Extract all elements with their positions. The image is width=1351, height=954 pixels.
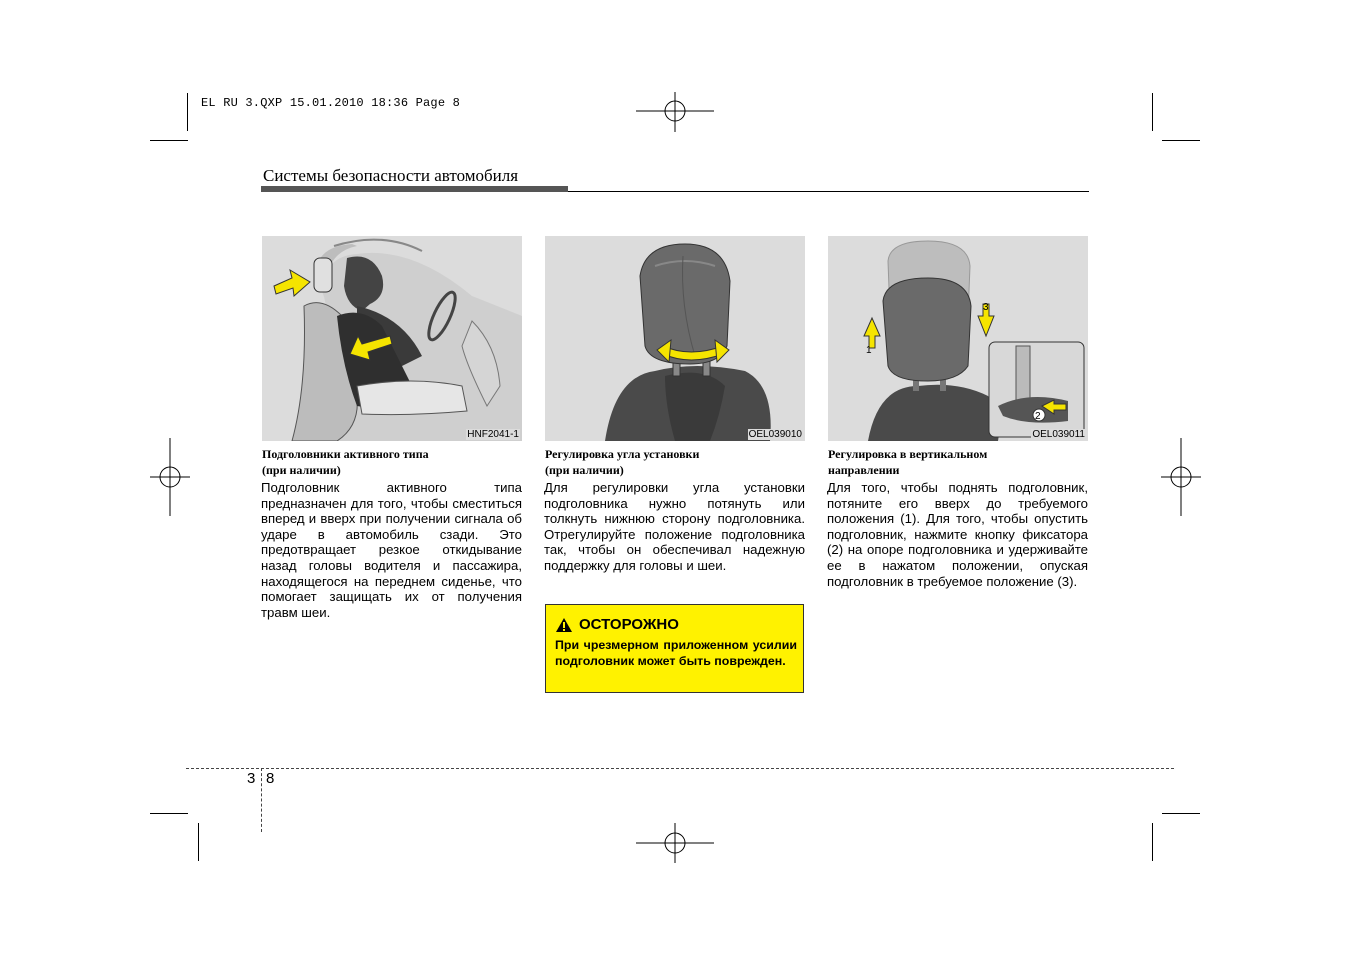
figure-code: OEL039010 bbox=[748, 429, 802, 440]
crop-mark bbox=[198, 823, 199, 861]
crop-mark bbox=[1152, 823, 1153, 861]
caption-line: (при наличии) bbox=[262, 463, 341, 477]
figure-headrest-tilt bbox=[545, 236, 805, 441]
section-title-rule bbox=[568, 191, 1089, 192]
figure-headrest-height bbox=[828, 236, 1088, 441]
callout-3: 3 bbox=[983, 302, 989, 313]
figure-code: OEL039011 bbox=[1032, 429, 1085, 440]
registration-mark-icon bbox=[1161, 438, 1201, 516]
crop-mark bbox=[150, 813, 188, 814]
page-number: 8 bbox=[266, 770, 275, 787]
registration-mark-icon bbox=[636, 823, 714, 863]
callout-1: 1 bbox=[866, 345, 872, 356]
warning-title bbox=[555, 616, 679, 633]
body-text-headrest-tilt: Для регулировки угла установки подголовника нужно потянуть или толкнуть нижнюю сторону подголовника. Отрегулируйте положение подголовника так, чтобы он обеспечивал надежную поддержку для головы и шеи. bbox=[544, 480, 805, 573]
caption-line: (при наличии) bbox=[545, 463, 624, 477]
crop-mark bbox=[187, 93, 188, 131]
crop-mark bbox=[1152, 93, 1153, 131]
registration-mark-icon bbox=[636, 92, 714, 132]
caption-active-headrest bbox=[262, 446, 522, 478]
figure-active-headrest bbox=[262, 236, 522, 441]
section-title: Системы безопасности автомобиля bbox=[263, 166, 519, 185]
figure-code: HNF2041-1 bbox=[467, 429, 519, 440]
callout-2: 2 bbox=[1035, 411, 1041, 422]
crop-mark bbox=[150, 140, 188, 141]
headrest-height-illustration bbox=[828, 236, 1088, 441]
body-text-headrest-height: Для того, чтобы поднять подголовник, потяните его вверх до требуемого положения (1). Для того, чтобы опустить подголовник, нажмите кнопку фиксатора (2) на опоре подголовника и удерживайте ее в нажатом положении, опуская подголовник в требуемое положение (3). bbox=[827, 480, 1088, 589]
caption-headrest-tilt bbox=[545, 446, 805, 478]
warning-box bbox=[545, 604, 804, 693]
registration-mark-icon bbox=[150, 438, 190, 516]
caption-line: Регулировка в вертикальном bbox=[828, 447, 988, 461]
caption-line: направлении bbox=[828, 463, 900, 477]
section-title-bar bbox=[261, 186, 568, 192]
body-text-active-headrest: Подголовник активного типа предназначен для того, чтобы сместиться вперед и вверх при получении сигнала об ударе в автомобиль сзади. Это предотвращает резкое откидывание назад головы водителя и пассажира, находящегося на переднем сиденье, что помогает защищать их от получения травм шеи. bbox=[261, 480, 522, 620]
warning-text: При чрезмерном приложенном усилии подголовник может быть поврежден. bbox=[555, 638, 797, 668]
footer-dashed-divider bbox=[261, 768, 262, 832]
headrest-tilt-illustration bbox=[545, 236, 805, 441]
warning-title-text: ОСТОРОЖНО bbox=[579, 616, 679, 633]
crop-mark bbox=[1162, 140, 1200, 141]
active-headrest-illustration bbox=[262, 236, 522, 441]
caption-line: Подголовники активного типа bbox=[262, 447, 429, 461]
crop-mark bbox=[1162, 813, 1200, 814]
print-slug: EL RU 3.QXP 15.01.2010 18:36 Page 8 bbox=[201, 96, 461, 110]
warning-triangle-icon bbox=[555, 617, 573, 633]
caption-line: Регулировка угла установки bbox=[545, 447, 700, 461]
footer-dashed-rule bbox=[186, 768, 1174, 769]
caption-headrest-height bbox=[828, 446, 1088, 478]
page-chapter: 3 bbox=[247, 770, 256, 787]
